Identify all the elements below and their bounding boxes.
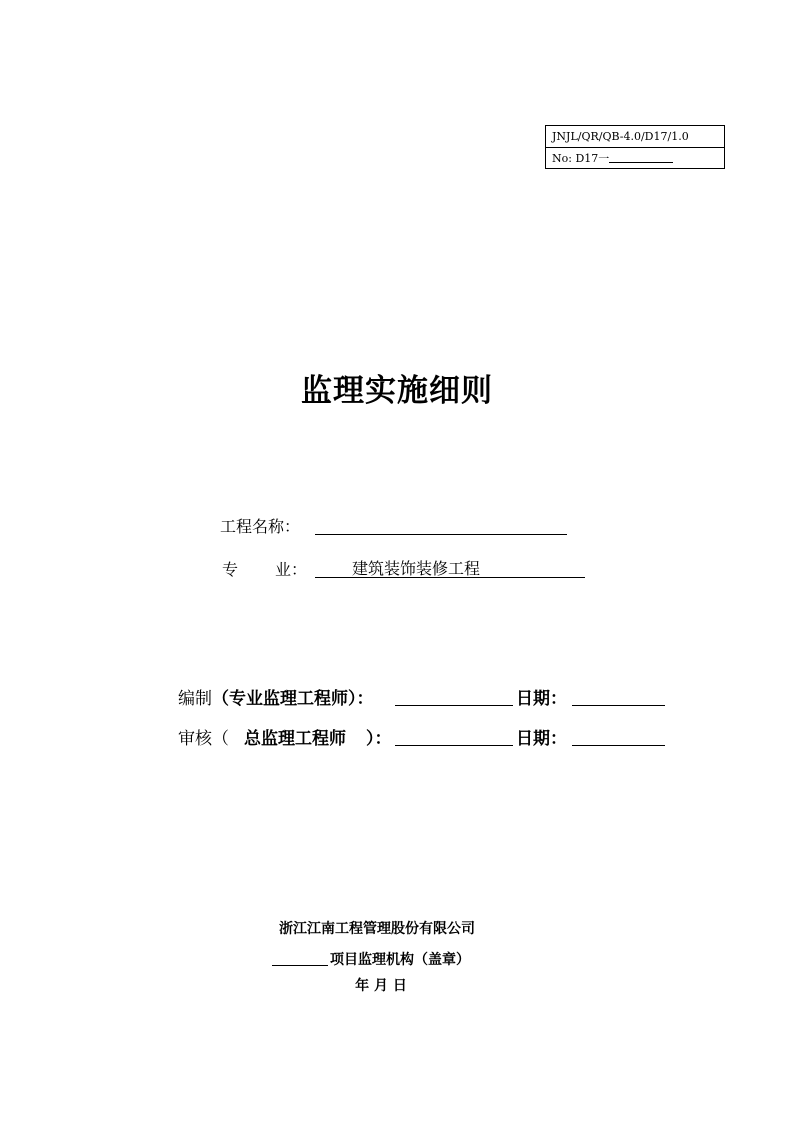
reviewer-label — [178, 724, 229, 749]
project-name-field[interactable] — [315, 516, 567, 535]
reviewer-role: 总监理工程师 — [244, 729, 346, 749]
reviewer-close: ）： — [366, 729, 392, 749]
compiler-signature-field[interactable] — [395, 687, 513, 706]
reviewer-label-text: 审核（ — [178, 729, 229, 749]
reviewer-date-label: 日期： — [516, 729, 567, 749]
compiler-date-field[interactable] — [572, 687, 665, 706]
specialty-label-part2: 业： — [275, 560, 308, 579]
compiler-label — [178, 684, 374, 709]
compiler-role: （专业监理工程师）： — [212, 689, 374, 709]
document-number-blank[interactable] — [609, 149, 673, 163]
specialty-value: 建筑装饰装修工程 — [352, 559, 481, 578]
project-name-label: 工程名称： — [220, 517, 301, 536]
document-number-row — [546, 148, 724, 170]
document-number-label: No: D17一 — [552, 152, 610, 165]
project-org-label: 项目监理机构（盖章） — [330, 952, 470, 968]
company-name: 浙江江南工程管理股份有限公司 — [279, 921, 475, 937]
reviewer-signature-field[interactable] — [395, 727, 513, 746]
document-code: JNJL/QR/QB-4.0/D17/1.0 — [546, 126, 724, 148]
specialty-label-part1: 专 — [222, 560, 239, 579]
reviewer-date-field[interactable] — [572, 727, 665, 746]
project-org-blank[interactable] — [272, 950, 328, 966]
document-code-box — [545, 125, 725, 169]
compiler-date-label: 日期： — [516, 689, 567, 709]
page-title: 监理实施细则 — [301, 373, 493, 409]
seal-date-line: 年 月 日 — [355, 978, 407, 994]
compiler-label-text: 编制 — [178, 689, 212, 709]
